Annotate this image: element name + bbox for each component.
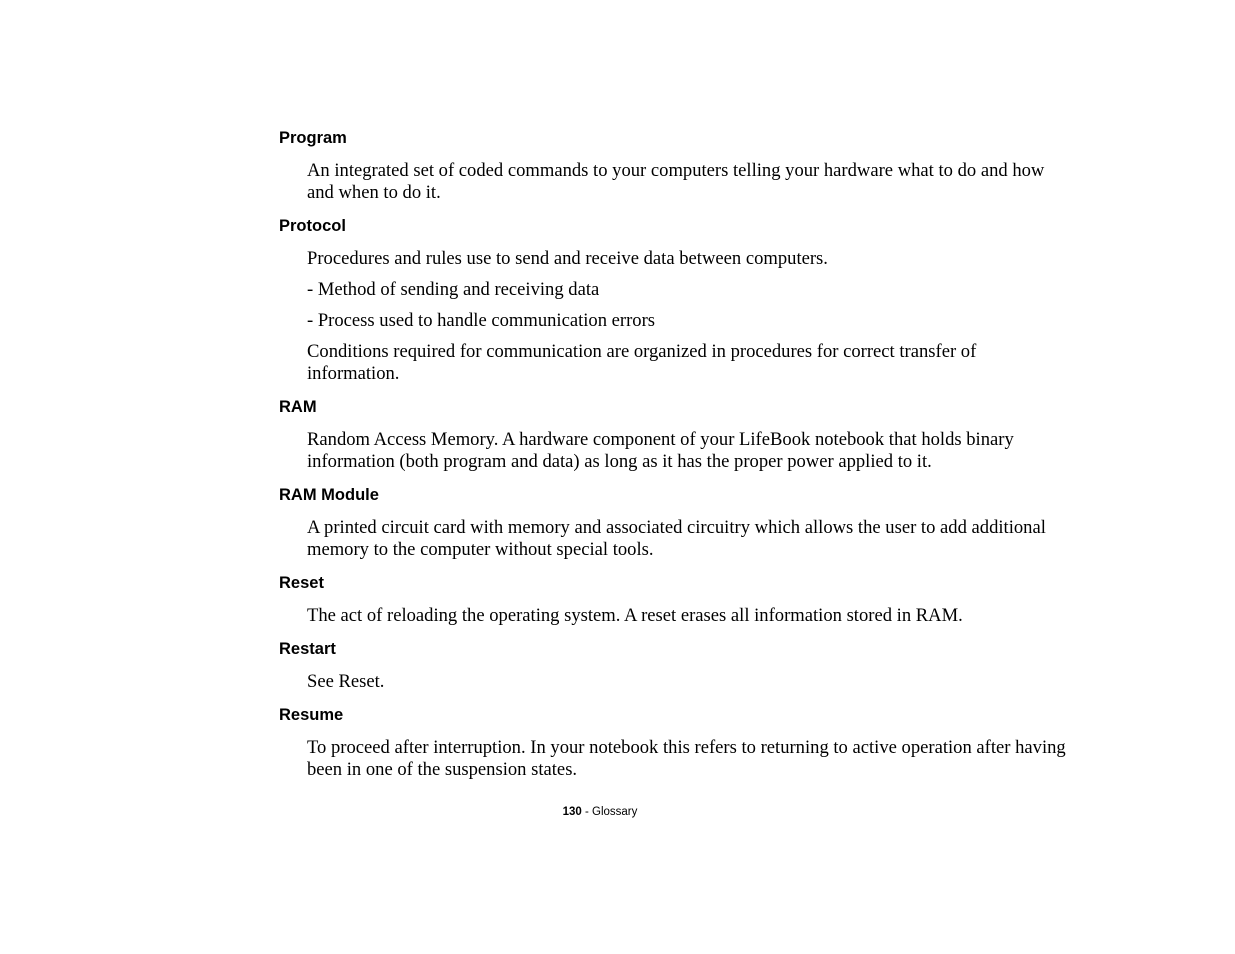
definition-paragraph: - Process used to handle communication errors: [307, 310, 656, 331]
definition-paragraph: To proceed after interruption. In your notebook this refers to returning to active operation after having been in one of the suspension states.: [307, 737, 1066, 780]
term-reset: Reset: [279, 574, 324, 592]
definition-paragraph: The act of reloading the operating system. A reset erases all information stored in RAM.: [307, 605, 963, 626]
definition-paragraph: See Reset.: [307, 671, 385, 692]
term-restart: Restart: [279, 640, 336, 658]
term-program: Program: [279, 129, 347, 147]
term-ram-module: RAM Module: [279, 486, 379, 504]
definition-paragraph: Conditions required for communication are organized in procedures for correct transfer of information.: [307, 341, 977, 384]
page-number: 130: [562, 806, 582, 818]
glossary-content: [279, 126, 1069, 781]
definition-paragraph: An integrated set of coded commands to your computers telling your hardware what to do and how and when to do it.: [307, 160, 1045, 203]
term-ram: RAM: [279, 398, 317, 416]
definition-paragraph: Procedures and rules use to send and receive data between computers.: [307, 248, 828, 269]
page-footer: [0, 806, 1200, 818]
term-resume: Resume: [279, 706, 344, 724]
definition-paragraph: - Method of sending and receiving data: [307, 279, 600, 300]
footer-section: - Glossary: [581, 806, 638, 818]
term-protocol: Protocol: [279, 217, 346, 235]
definition-paragraph: Random Access Memory. A hardware component of your LifeBook notebook that holds binary information (both program and data) as long as it has the proper power applied to it.: [307, 429, 1014, 472]
definition-paragraph: A printed circuit card with memory and associated circuitry which allows the user to add additional memory to the computer without special tools.: [307, 517, 1046, 560]
